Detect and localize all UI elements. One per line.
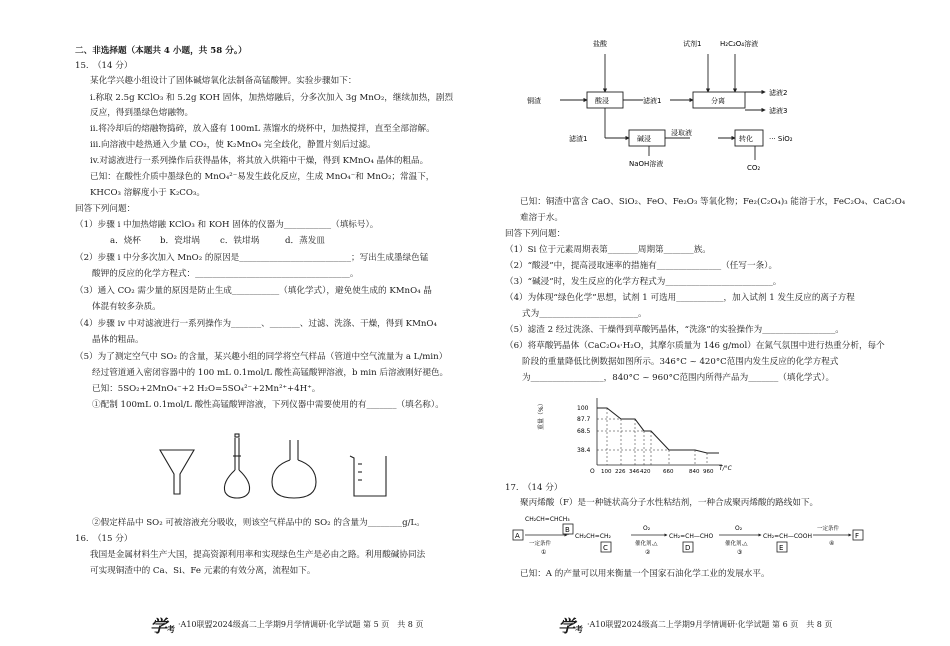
tga-xtick-2: 226 xyxy=(615,469,626,475)
o2-step2: O₂ xyxy=(643,525,651,532)
lab-apparatus xyxy=(150,430,410,502)
page-footer-left: ·A10联盟2024级高二上学期9月学情调研·化学试题 第 5 页 共 8 页 xyxy=(178,620,424,629)
tga-xtick-6: 840 xyxy=(689,469,700,475)
flow-reagent1: 试剂1 xyxy=(683,40,702,48)
flow-alkali-leach: 碱浸 xyxy=(637,135,651,143)
flow-convert: 转化 xyxy=(739,135,753,143)
q15-heading: 15. （14 分） xyxy=(75,61,133,71)
volumetric-flask-icon xyxy=(224,434,249,498)
q15-part5c: 已知：5SO₂+2MnO₄⁻+2 H₂O=5SO₄²⁻+2Mn²⁺+4H⁺。 xyxy=(92,384,321,394)
num-step3: ③ xyxy=(737,549,743,556)
cond-step1: 一定条件 xyxy=(529,541,552,547)
publisher-logo: 学考 xyxy=(150,617,175,637)
q16-known-a: 已知：铜渣中富含 CaO、SiO₂、FeO、Fe₂O₃ 等氧化物；Fe₂(C₂O₄)₃ 能溶于水，FeC₂O₄、CaC₂O₄ xyxy=(520,197,906,207)
q16-line1: 我国是金属材料生产大国，提高资源利用率和实现绿色生产是必由之路。利用酸碱协同法 xyxy=(90,550,426,560)
q16-part2: （2）“酸浸”中，提高浸取速率的措施有_______________（任写一条）。 xyxy=(505,261,778,271)
flow-slag: 铜渣 xyxy=(527,97,541,105)
formula-c: CH₂CH=CH₂ xyxy=(575,533,611,540)
q16-part6b: 阶段的重量降低比例数据如图所示。346°C ~ 420°C范围内发生反应的化学方程式 xyxy=(522,357,839,367)
flow-leachate: 浸取液 xyxy=(671,129,692,137)
label-a: A xyxy=(515,532,520,540)
option-b: b．瓷坩埚 xyxy=(160,236,200,246)
flow-residue1: 滤渣1 xyxy=(569,135,588,143)
num-step1: ① xyxy=(541,549,547,556)
answer-prompt: 回答下列问题： xyxy=(75,204,136,214)
option-d: d．蒸发皿 xyxy=(285,236,325,246)
tga-xlabel: T/°C xyxy=(719,465,732,472)
q15-part2a: （2）步骤 i 中分多次加入 MnO₂ 的原因是__________________________；写出生成墨绿色锰 xyxy=(75,253,429,263)
page-footer-right: ·A10联盟2024级高二上学期9月学情调研·化学试题 第 6 页 共 8 页 xyxy=(587,620,833,629)
q15-part5b: 经过管道通入密闭容器中的 100 mL 0.1mol/L 酸性高锰酸钾溶液，b min 后溶液刚好褪色。 xyxy=(92,368,449,378)
label-f: F xyxy=(855,532,860,540)
q15-part1: （1）步骤 i 中加热熔融 KClO₃ 和 KOH 固体的仪器为___________（填标号）。 xyxy=(75,220,379,230)
q15-part3b: 体混有较多杂质。 xyxy=(92,302,161,312)
q16-part6a: （6）将草酸钙晶体（CaC₂O₄·H₂O，其摩尔质量为 146 g/mol）在氮气氛围中进行热重分析，每个 xyxy=(505,341,885,351)
q15-step1a: i.称取 2.5g KClO₃ 和 5.2g KOH 固体，加热熔融后，分多次加入 3g MnO₂，继续加热，剧烈 xyxy=(90,93,454,103)
tga-xtick-5: 660 xyxy=(663,469,674,475)
formula-d: CH₂=CH—CHO xyxy=(669,533,714,540)
flow-oxalic: H₂C₂O₄溶液 xyxy=(720,40,759,48)
label-b: B xyxy=(565,526,570,534)
q15-part5d: ①配制 100mL 0.1mol/L 酸性高锰酸钾溶液，下列仪器中需要使用的有_______（填名称）。 xyxy=(92,400,444,410)
tga-origin: O xyxy=(590,468,595,475)
tga-xtick-7: 960 xyxy=(703,469,714,475)
q17-intro: 聚丙烯酸（F）是一种链状高分子水性粘结剂，一种合成聚丙烯酸的路线如下。 xyxy=(520,498,819,508)
section-title: 二、非选择题（本题共 4 小题，共 58 分。） xyxy=(75,46,247,56)
q15-intro: 某化学兴趣小组设计了固体碱熔氧化法制备高锰酸钾。实验步骤如下： xyxy=(90,76,357,86)
cat-step3: 催化剂,△ xyxy=(725,541,748,547)
q15-known-a: 已知：在酸性介质中墨绿色的 MnO₄²⁻易发生歧化反应，生成 MnO₄⁻和 MnO₂；常温下， xyxy=(90,172,435,182)
q16-heading: 16. （15 分） xyxy=(75,534,133,544)
right-page xyxy=(475,0,950,646)
q16-answer-prompt: 回答下列问题： xyxy=(505,229,566,239)
flow-acid-leach: 酸浸 xyxy=(595,97,609,105)
cond-step4: 一定条件 xyxy=(817,526,840,532)
flow-separate: 分离 xyxy=(711,97,725,105)
label-d: D xyxy=(685,544,691,552)
synthesis-route xyxy=(511,512,891,566)
tga-xtick-4: 420 xyxy=(640,469,651,475)
flow-co2: CO₂ xyxy=(747,164,761,172)
process-flowchart xyxy=(525,34,825,174)
funnel-icon xyxy=(160,450,194,494)
tga-xtick-1: 100 xyxy=(601,469,612,475)
tga-ytick-1: 100 xyxy=(577,405,589,412)
q15-part5a: （5）为了测定空气中 SO₂ 的含量，某兴趣小组的同学将空气样品（管道中空气流量为 a L/min） xyxy=(75,352,448,362)
round-bottom-flask-icon xyxy=(272,440,316,498)
q15-part4b: 晶体的粗品。 xyxy=(92,335,144,345)
num-step2: ② xyxy=(645,549,651,556)
tga-ytick-3: 68.5 xyxy=(577,428,591,435)
tga-ytick-4: 38.4 xyxy=(577,447,591,454)
option-c: c．铁坩埚 xyxy=(220,236,260,246)
formula-e: CH₂=CH—COOH xyxy=(763,533,812,540)
publisher-logo-right: 学考 xyxy=(558,617,583,637)
flow-naoh: NaOH溶液 xyxy=(629,160,664,168)
q16-part4a: （4）为体现“绿色化学”思想，试剂 1 可选用___________，加入试剂 1 发生反应的离子方程 xyxy=(505,293,855,303)
q16-line2: 可实现铜渣中的 Ca、Si、Fe 元素的有效分离，流程如下。 xyxy=(90,566,316,576)
q15-step3: iii.向溶液中趁热通入少量 CO₂，使 K₂MnO₄ 完全歧化，静置片刻后过滤。 xyxy=(90,140,376,150)
q15-part5e: ②假定样品中 SO₂ 可被溶液充分吸收，则该空气样品中的 SO₂ 的含量为________g/L。 xyxy=(92,518,425,528)
q15-step2: ii.将冷却后的熔融物捣碎，放入盛有 100mL 蒸馏水的烧杯中，加热搅拌，直至全部溶解。 xyxy=(90,124,435,134)
label-e: E xyxy=(779,544,784,552)
q17-known: 已知：A 的产量可以用来衡量一个国家石油化学工业的发展水平。 xyxy=(520,569,770,579)
flow-filtrate2: 滤液2 xyxy=(769,89,788,97)
flow-filtrate1: 滤液1 xyxy=(643,97,662,105)
tga-ylabel: 重量（%） xyxy=(538,400,545,430)
q15-step4: iv.对滤液进行一系列操作后获得晶体，将其放入烘箱中干燥，得到 KMnO₄ 晶体的粗品。 xyxy=(90,156,429,166)
option-a: a．烧杯 xyxy=(110,236,141,246)
beaker-icon xyxy=(350,456,386,496)
flow-filtrate3: 滤液3 xyxy=(769,107,788,115)
q15-part4a: （4）步骤 iv 中对滤液进行一系列操作为_______、_______、过滤、洗涤、干燥，得到 KMnO₄ xyxy=(75,319,437,329)
q16-part1: （1）Si 位于元素周期表第_______周期第_______族。 xyxy=(505,245,711,255)
cat-step2: 催化剂,△ xyxy=(635,541,658,547)
flow-sio2: ··· SiO₂ xyxy=(769,135,793,143)
o2-step3: O₂ xyxy=(735,525,743,532)
q16-part5: （5）滤渣 2 经过洗涤、干燥得到草酸钙晶体，“洗涤”的实验操作为_________________。 xyxy=(505,325,844,335)
flow-acid: 盐酸 xyxy=(593,40,607,48)
tga-chart xyxy=(537,395,737,477)
tga-xtick-3: 346 xyxy=(629,469,640,475)
q15-step1b: 反应，得到墨绿色熔融物。 xyxy=(90,108,194,118)
formula-b: CH₂CH=CHCH₃ xyxy=(525,516,570,523)
q16-part4b: 式为_______________________。 xyxy=(522,309,647,319)
q16-known-b: 难溶于水。 xyxy=(520,213,563,223)
q15-known-b: KHCO₃ 溶解度小于 K₂CO₃。 xyxy=(90,188,205,198)
q17-heading: 17. （14 分） xyxy=(505,483,563,493)
num-step4: ④ xyxy=(829,540,835,547)
q15-part3a: （3）通入 CO₂ 需少量的原因是防止生成___________（填化学式），避免使生成的 KMnO₄ 晶 xyxy=(75,286,432,296)
tga-ytick-2: 87.7 xyxy=(577,416,591,423)
tga-curve xyxy=(597,408,719,453)
q16-part6c: 为_________________，840°C ~ 960°C范围内所得产品为_______（填化学式）。 xyxy=(522,373,835,383)
q16-part3: （3）“碱浸”时，发生反应的化学方程式为_________________________。 xyxy=(505,277,782,287)
label-c: C xyxy=(603,544,608,552)
q15-part2b: 酸钾的反应的化学方程式：____________________________________。 xyxy=(92,269,359,279)
